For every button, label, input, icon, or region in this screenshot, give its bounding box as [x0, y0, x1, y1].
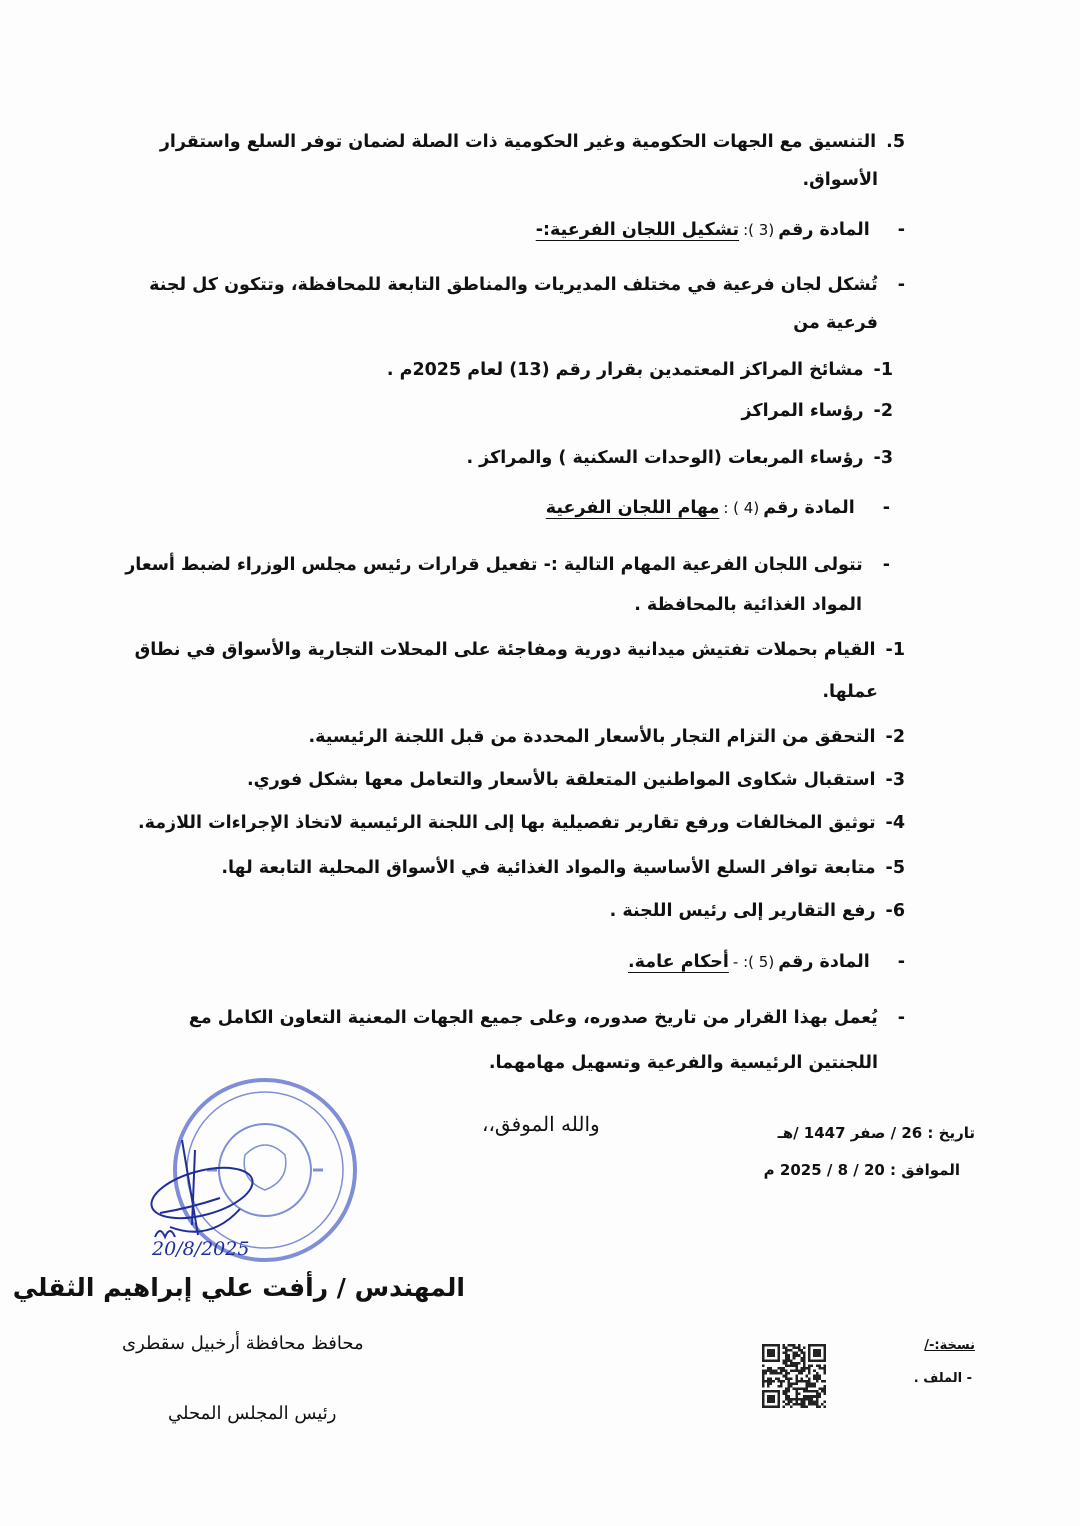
- paragraph-text: تُشكل لجان فرعية في مختلف المديريات والمناطق التابعة للمحافظة، وتتكون كل لجنة: [149, 275, 878, 295]
- item-text: توثيق المخالفات ورفع تقارير تفصيلية بها إلى اللجنة الرئيسية لاتخاذ الإجراءات اللازمة.: [137, 813, 876, 833]
- article-3-body-cont: فرعية من: [793, 313, 878, 333]
- item-text: استقبال شكاوى المواطنين المتعلقة بالأسعار والتعامل معها بشكل فوري.: [247, 770, 876, 790]
- signature-icon: [146, 1140, 258, 1237]
- list-item: [221, 855, 905, 881]
- copies-label: نسخة:-/: [924, 1338, 975, 1353]
- signatory-title-council: رئيس المجلس المحلي: [168, 1403, 337, 1424]
- list-item: [466, 445, 893, 471]
- list-item: [135, 637, 905, 663]
- item-5: [160, 129, 905, 155]
- paragraph-text: تتولى اللجان الفرعية المهام التالية :- تفعيل قرارات رئيس مجلس الوزراء لضبط أسعار: [125, 555, 863, 575]
- list-item: [610, 898, 905, 924]
- article-3-heading: [536, 217, 905, 243]
- signatory-title-governor: محافظ محافظة أرخبيل سقطرى: [122, 1333, 364, 1354]
- item-number: 4-: [885, 813, 905, 833]
- item-number: 3-: [885, 770, 905, 790]
- article-label: المادة رقم: [778, 952, 870, 972]
- article-number: (3 ):: [743, 221, 775, 239]
- item-text: متابعة توافر السلع الأساسية والمواد الغذائية في الأسواق المحلية التابعة لها.: [221, 858, 876, 878]
- dash: -: [897, 220, 905, 240]
- paragraph-text: يُعمل بهذا القرار من تاريخ صدوره، وعلى جميع الجهات المعنية التعاون الكامل مع: [188, 1008, 878, 1028]
- list-item: [387, 357, 893, 383]
- hijri-date: تاريخ : 26 / صفر 1447 /هـ: [777, 1124, 975, 1142]
- signature-date: 20/8/2025: [152, 1238, 250, 1260]
- gregorian-date: الموافق : 20 / 8 / 2025 م: [763, 1161, 960, 1179]
- list-item: [742, 398, 893, 424]
- item-number: 1-: [873, 360, 893, 380]
- item-number: 3-: [873, 448, 893, 468]
- article-5-body: [189, 1005, 905, 1031]
- item-text: رؤساء المراكز: [741, 401, 864, 421]
- list-item: [247, 767, 905, 793]
- article-4-body: [125, 552, 890, 578]
- list-item-cont: عملها.: [822, 682, 878, 702]
- item-number: 2-: [885, 727, 905, 747]
- item-text: مشائخ المراكز المعتمدين بقرار رقم (13) لعام 2025م .: [386, 360, 864, 380]
- item-number: 5-: [885, 858, 905, 878]
- item-number: 6-: [885, 901, 905, 921]
- dash: -: [897, 1008, 905, 1028]
- list-item: [309, 724, 905, 750]
- article-label: المادة رقم: [778, 220, 870, 240]
- item-number: 5.: [886, 132, 905, 152]
- article-3-body: [149, 272, 905, 298]
- article-number: (4 ) :: [723, 499, 760, 517]
- dash: -: [882, 555, 890, 575]
- article-title: مهام اللجان الفرعية: [545, 498, 720, 518]
- item-number: 1-: [885, 640, 905, 660]
- dash: -: [897, 952, 905, 972]
- signatory-name: المهندس / رأفت علي إبراهيم الثقلي: [12, 1273, 465, 1302]
- article-4-heading: [546, 495, 890, 521]
- item-text: التحقق من التزام التجار بالأسعار المحددة من قبل اللجنة الرئيسية.: [308, 727, 876, 747]
- item-text: التنسيق مع الجهات الحكومية وغير الحكومية ذات الصلة لضمان توفر السلع واستقرار: [159, 132, 877, 152]
- article-label: المادة رقم: [763, 498, 855, 518]
- article-5-body-cont: اللجنتين الرئيسية والفرعية وتسهيل مهامهما.: [488, 1053, 878, 1073]
- article-title: تشكيل اللجان الفرعية:-: [535, 220, 740, 240]
- item-text: رؤساء المربعات (الوحدات السكنية ) والمراكز .: [466, 448, 864, 468]
- closing-text: والله الموفق،،: [482, 1112, 600, 1136]
- article-5-heading: [628, 949, 905, 975]
- article-number: (5 ): -: [732, 953, 775, 971]
- list-item: [138, 810, 905, 836]
- item-text: القيام بحملات تفتيش ميدانية دورية ومفاجئة على المحلات التجارية والأسواق في نطاق: [134, 640, 876, 660]
- item-text: رفع التقارير إلى رئيس اللجنة .: [609, 901, 876, 921]
- dash: -: [897, 275, 905, 295]
- copies-item: - الملف .: [913, 1371, 972, 1386]
- article-4-body-cont: المواد الغذائية بالمحافظة .: [634, 595, 862, 615]
- item-5-cont: الأسواق.: [802, 170, 878, 190]
- item-number: 2-: [873, 401, 893, 421]
- qr-code-icon: [762, 1342, 826, 1410]
- official-stamp-and-signature: [140, 1075, 400, 1265]
- dash: -: [882, 498, 890, 518]
- article-title: أحكام عامة.: [628, 952, 729, 972]
